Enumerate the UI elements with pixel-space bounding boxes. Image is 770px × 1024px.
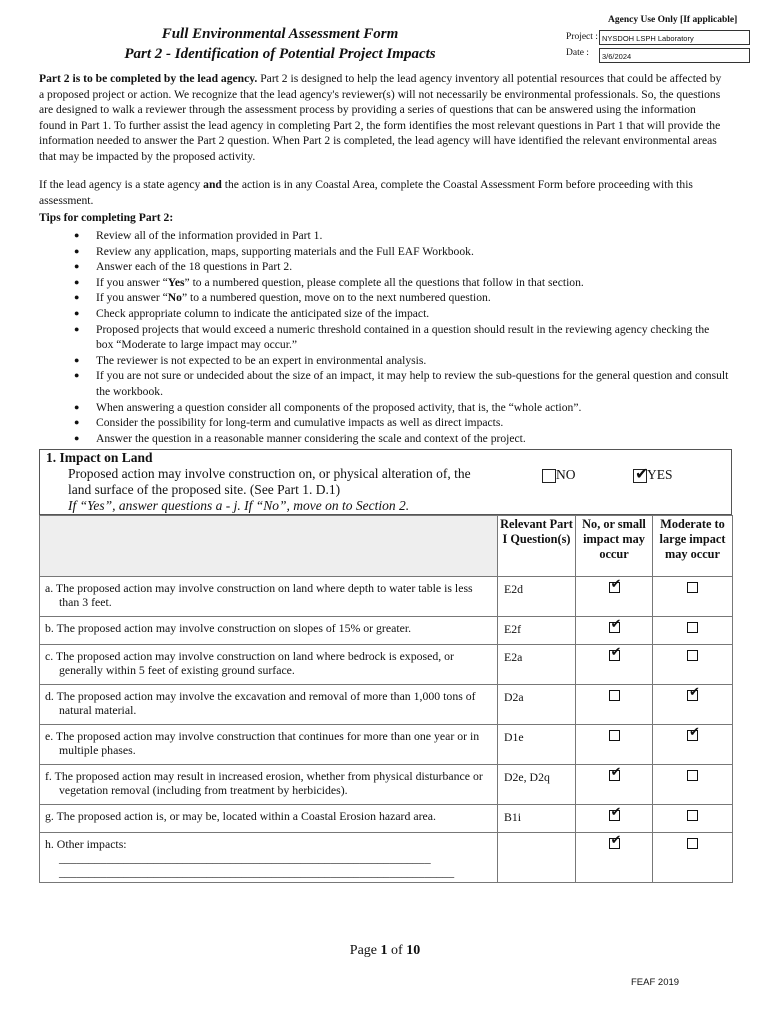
relevant-question-cell: D2a <box>498 685 576 725</box>
bullet-icon: ● <box>74 401 80 412</box>
tip-item <box>39 431 729 447</box>
relevant-question-cell: B1i <box>498 805 576 833</box>
check-mark-icon: ✔ <box>689 685 700 700</box>
yes-option[interactable] <box>633 464 673 484</box>
coastal-text-pre: If the lead agency is a state agency <box>39 178 204 191</box>
check-mark-icon: ✔ <box>689 725 700 740</box>
form-title: Full Environmental Assessment Form <box>161 26 399 42</box>
tip-item <box>39 290 729 306</box>
tip-text: Consider the possibility for long-term and cumulative impacts as well as direct impacts. <box>96 416 504 430</box>
table-header-row <box>40 516 733 577</box>
small-impact-checkbox[interactable] <box>609 577 622 593</box>
tip-item <box>39 306 729 322</box>
bullet-icon: ● <box>74 323 80 334</box>
check-mark-icon: ✔ <box>610 645 622 660</box>
large-impact-checkbox[interactable] <box>687 810 698 821</box>
tip-text: If you are not sure or undecided about the size of an impact, it may help to review the sub-questions for the general question and consult the workbook. <box>96 369 729 398</box>
table-row <box>40 645 733 685</box>
section-1-text: Proposed action may involve construction on, or physical alteration of, the land surface of the proposed site. (See Part 1. D.1) <box>68 466 471 497</box>
question-text: e. The proposed action may involve construction that continues for more than one year or in multiple phases. <box>45 729 480 757</box>
bullet-icon: ● <box>74 230 80 240</box>
no-label: NO <box>556 467 576 482</box>
bullet-icon: ● <box>74 354 80 365</box>
tip-item <box>39 259 729 275</box>
relevant-question-cell: E2d <box>498 577 576 617</box>
header-relevant-question: Relevant Part I Question(s) <box>498 516 576 577</box>
bullet-icon: ● <box>74 432 80 443</box>
large-impact-checkbox[interactable] <box>687 622 698 633</box>
large-impact-cell <box>653 833 733 883</box>
large-impact-cell <box>653 725 733 765</box>
header-large-impact: Moderate to large impact may occur <box>653 516 733 577</box>
small-impact-cell <box>576 765 653 805</box>
question-text: b. The proposed action may involve construction on slopes of 15% or greater. <box>45 621 412 635</box>
relevant-question-cell: D1e <box>498 725 576 765</box>
yes-label: YES <box>647 467 673 482</box>
no-option[interactable] <box>542 467 576 483</box>
question-text: a. The proposed action may involve construction on land where depth to water table is less than 3 feet. <box>45 581 473 609</box>
tips-list <box>39 228 729 446</box>
large-impact-cell <box>653 805 733 833</box>
bullet-icon: ● <box>74 307 80 318</box>
small-impact-checkbox[interactable] <box>609 690 620 701</box>
check-mark-icon: ✔ <box>635 464 649 484</box>
page-of: of <box>387 943 407 958</box>
intro-paragraph <box>39 71 724 165</box>
tip-text: If you answer “ <box>96 275 168 289</box>
check-mark-icon: ✔ <box>610 833 622 848</box>
bullet-icon: ● <box>74 261 80 272</box>
small-impact-cell <box>576 617 653 645</box>
table-row <box>40 805 733 833</box>
tip-text: When answering a question consider all components of the proposed activity, that is, the “whole action”. <box>96 400 582 414</box>
small-impact-cell <box>576 685 653 725</box>
large-impact-checkbox[interactable] <box>687 725 700 741</box>
tip-text: Check appropriate column to indicate the anticipated size of the impact. <box>96 306 430 320</box>
large-impact-cell <box>653 577 733 617</box>
small-impact-cell <box>576 833 653 883</box>
section-1-note: If “Yes”, answer questions a - j. If “No”, move on to Section 2. <box>68 498 410 513</box>
header-blank-cell <box>40 516 498 577</box>
question-text: g. The proposed action is, or may be, located within a Coastal Erosion hazard area. <box>45 809 436 823</box>
form-code: FEAF 2019 <box>631 977 680 988</box>
bullet-icon: ● <box>74 292 80 303</box>
question-cell <box>40 833 498 883</box>
relevant-question-cell: E2f <box>498 617 576 645</box>
small-impact-checkbox[interactable] <box>609 645 622 661</box>
table-row <box>40 765 733 805</box>
tip-item <box>39 228 729 244</box>
large-impact-checkbox[interactable] <box>687 685 700 701</box>
bullet-icon: ● <box>74 417 80 428</box>
tip-item <box>39 275 729 291</box>
tip-item <box>39 368 729 399</box>
small-impact-checkbox[interactable] <box>609 617 622 633</box>
question-text: h. Other impacts: _______________________________________________________________ ___________________________________________________________________ <box>45 837 455 879</box>
check-mark-icon: ✔ <box>610 577 622 592</box>
question-cell <box>40 805 498 833</box>
tip-text: Answer each of the 18 questions in Part 2. <box>96 260 293 274</box>
section-1-heading: 1. Impact on Land <box>46 450 153 465</box>
relevant-question-cell: E2a <box>498 645 576 685</box>
small-impact-checkbox[interactable] <box>609 730 620 741</box>
large-impact-checkbox[interactable] <box>687 650 698 661</box>
small-impact-cell <box>576 645 653 685</box>
large-impact-cell <box>653 765 733 805</box>
question-text: f. The proposed action may result in increased erosion, whether from physical disturbance or vegetation removal (including from treatment by herbicides). <box>45 769 483 797</box>
question-cell <box>40 577 498 617</box>
yes-checkbox[interactable] <box>633 464 649 484</box>
large-impact-cell <box>653 645 733 685</box>
coastal-text-bold: and <box>203 178 222 191</box>
small-impact-checkbox[interactable] <box>609 765 622 781</box>
large-impact-cell <box>653 685 733 725</box>
project-field[interactable]: NYSDOH LSPH Laboratory <box>599 30 750 45</box>
impact-table <box>39 515 733 883</box>
small-impact-cell <box>576 805 653 833</box>
project-label: Project : <box>566 32 598 42</box>
large-impact-cell <box>653 617 733 645</box>
check-mark-icon: ✔ <box>610 805 622 820</box>
date-label: Date : <box>566 48 589 58</box>
tip-text-post: ” to a numbered question, please complete all the questions that follow in that section. <box>184 275 584 289</box>
header-small-impact: No, or small impact may occur <box>576 516 653 577</box>
small-impact-cell <box>576 725 653 765</box>
intro-body: Part 2 is designed to help the lead agency inventory all potential resources that could be affected by a proposed project or action. We recognize that the lead agency's reviewer(s) will not necessarily be environmental professionals. So, the questions are designed to walk a reviewer through the assessment process by providing a series of questions that can be answered using the information found in Part 1. To further assist the lead agency in completing Part 2, the form identifies the most relevant questions in Part 1 that will provide the information needed to answer the Part 2 question. When Part 2 is completed, the lead agency will have identified the relevant environmental areas that may be impacted by the proposed activity. <box>39 72 722 163</box>
page-number <box>0 943 770 959</box>
coastal-paragraph <box>39 177 724 208</box>
question-cell <box>40 765 498 805</box>
table-row <box>40 617 733 645</box>
tip-item <box>39 400 729 416</box>
bullet-icon: ● <box>74 276 80 287</box>
tips-heading: Tips for completing Part 2: <box>39 211 174 224</box>
page-total: 10 <box>406 943 421 958</box>
large-impact-checkbox[interactable] <box>687 838 698 849</box>
small-impact-checkbox[interactable] <box>609 805 622 821</box>
date-field[interactable]: 3/6/2024 <box>599 48 750 63</box>
no-checkbox[interactable] <box>542 469 556 483</box>
question-cell <box>40 617 498 645</box>
question-cell <box>40 645 498 685</box>
tip-text: Proposed projects that would exceed a numeric threshold contained in a question should result in the reviewing agency checking the box “Moderate to large impact may occur.” <box>96 322 710 352</box>
tip-text: If you answer “ <box>96 291 168 305</box>
bullet-icon: ● <box>74 370 80 381</box>
question-cell <box>40 685 498 725</box>
table-row <box>40 685 733 725</box>
tip-text-post: ” to a numbered question, move on to the next numbered question. <box>181 291 491 305</box>
agency-use-label: Agency Use Only [If applicable] <box>608 15 738 25</box>
relevant-question-cell: D2e, D2q <box>498 765 576 805</box>
tip-item <box>39 322 729 353</box>
form-subtitle: Part 2 - Identification of Potential Project Impacts <box>124 46 436 62</box>
check-mark-icon: ✔ <box>610 765 622 780</box>
page-prefix: Page <box>349 943 381 958</box>
table-row <box>40 725 733 765</box>
relevant-question-cell <box>498 833 576 883</box>
tip-text-bold: No <box>167 291 182 305</box>
coastal-text-post: the action is in any Coastal Area, complete the Coastal Assessment Form before proceeding with this assessment. <box>39 178 693 207</box>
tip-item <box>39 415 729 431</box>
small-impact-cell <box>576 577 653 617</box>
table-row <box>40 577 733 617</box>
tip-item <box>39 353 729 369</box>
page-current: 1 <box>380 943 388 958</box>
tip-text: Review any application, maps, supporting materials and the Full EAF Workbook. <box>96 244 474 258</box>
large-impact-checkbox[interactable] <box>687 770 698 781</box>
tip-text: Review all of the information provided in Part 1. <box>96 229 323 242</box>
intro-lead: Part 2 is to be completed by the lead agency. <box>39 72 258 85</box>
table-row <box>40 833 733 883</box>
tip-text: The reviewer is not expected to be an expert in environmental analysis. <box>96 353 427 367</box>
tip-text-bold: Yes <box>167 275 185 289</box>
question-text: d. The proposed action may involve the excavation and removal of more than 1,000 tons of natural material. <box>45 689 476 717</box>
bullet-icon: ● <box>74 245 80 256</box>
tip-item <box>39 244 729 260</box>
small-impact-checkbox[interactable] <box>609 833 622 849</box>
tip-text: Answer the question in a reasonable manner considering the scale and context of the project. <box>96 431 526 445</box>
question-text: c. The proposed action may involve construction on land where bedrock is exposed, or generally within 5 feet of existing ground surface. <box>45 649 454 677</box>
question-cell <box>40 725 498 765</box>
check-mark-icon: ✔ <box>610 617 622 632</box>
large-impact-checkbox[interactable] <box>687 582 698 593</box>
